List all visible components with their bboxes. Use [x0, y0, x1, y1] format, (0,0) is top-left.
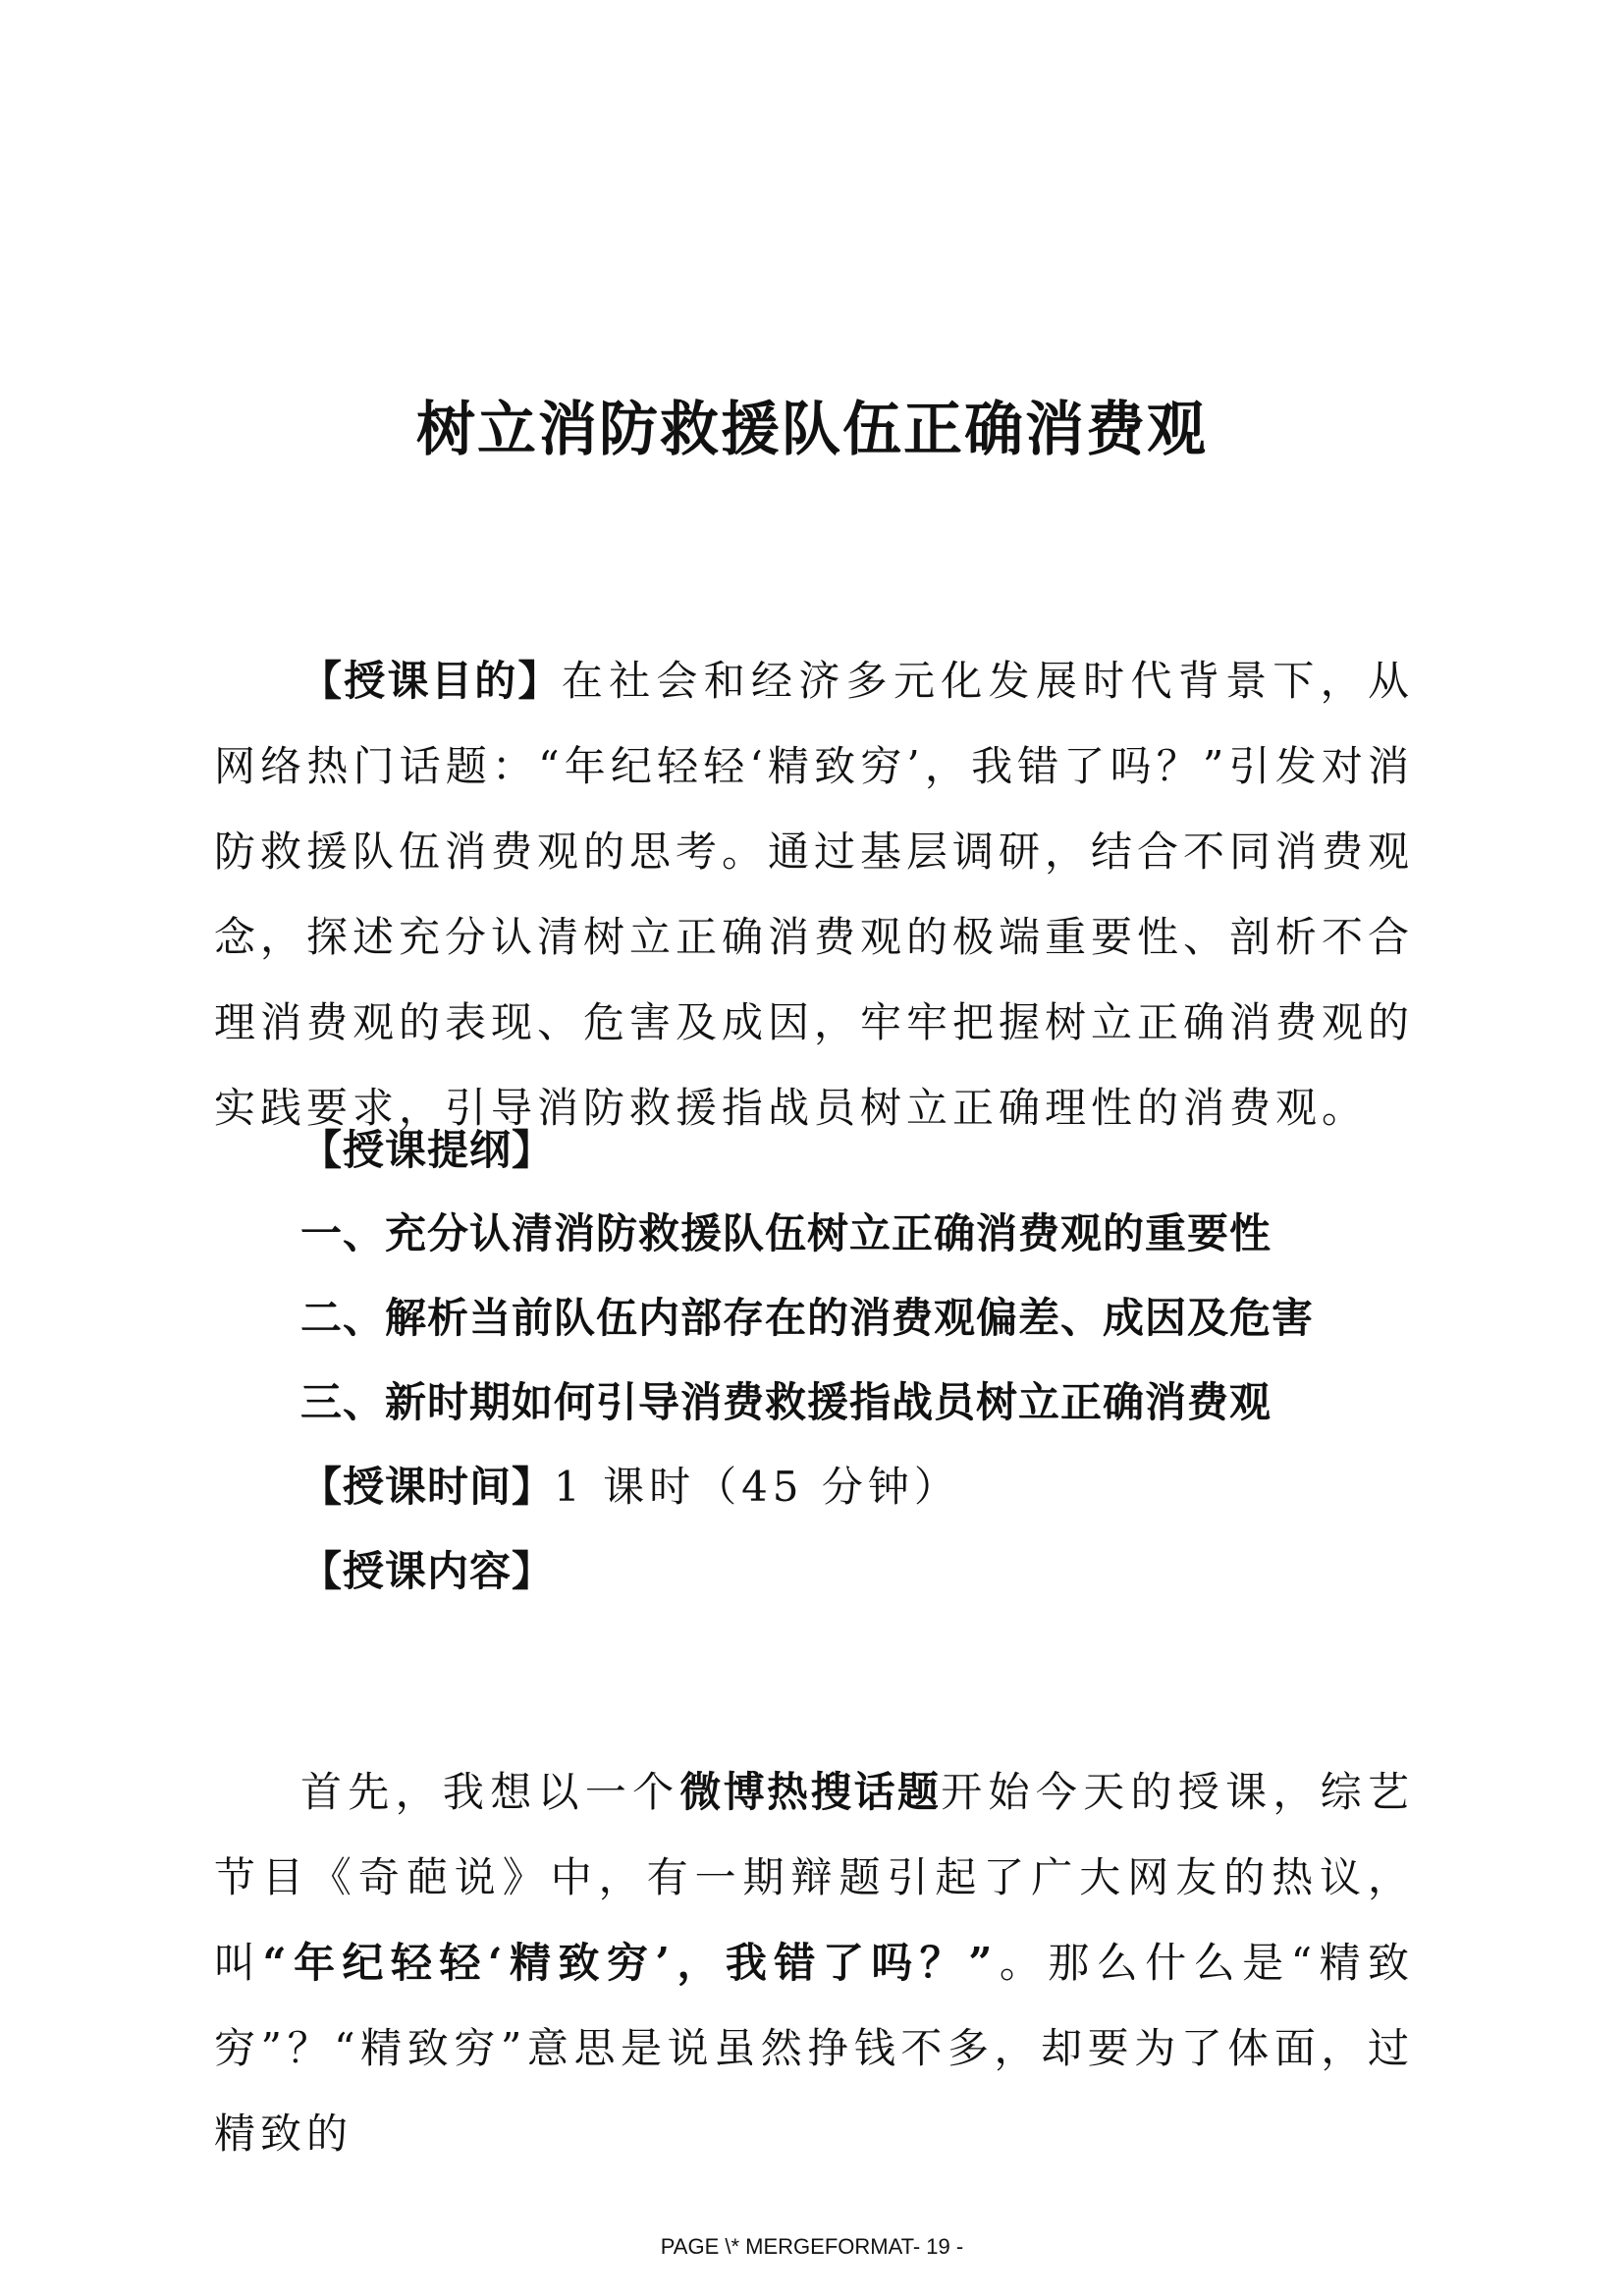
- page-title: 树立消防救援队伍正确消费观: [416, 396, 1208, 464]
- time-value: 1 课时（45 分钟）: [554, 1463, 960, 1511]
- outline-label: 【授课提纲】: [300, 1126, 555, 1174]
- purpose-paragraph: [214, 638, 1414, 1150]
- outline-item-1: 一、充分认清消防救援队伍树立正确消费观的重要性: [300, 1209, 1272, 1257]
- page-footer: PAGE \* MERGEFORMAT- 19 -: [660, 2234, 964, 2259]
- purpose-text: 在社会和经济多元化发展时代背景下，从网络热门话题：“年纪轻轻‘精致穷’，我错了吗？”引发对消防救援队伍消费观的思考。通过基层调研，结合不同消费观念，探述充分认清树立正确消费观的极端重要性、剖析不合理消费观的表现、危害及成因，牢牢把握树立正确消费观的实践要求，引导消防救援指战员树立正确理性的消费观。: [214, 657, 1415, 1132]
- outline-item-3: 三、新时期如何引导消费救援指战员树立正确消费观: [300, 1378, 1272, 1426]
- outline-item-2: 二、解析当前队伍内部存在的消费观偏差、成因及危害: [300, 1294, 1315, 1342]
- intro-text-1: 首先，我想以一个: [300, 1768, 680, 1816]
- time-label: 【授课时间】: [300, 1463, 555, 1511]
- intro-paragraph: [214, 1749, 1414, 2176]
- intro-text-3: 。那么什么是“精致穷”？“精致穷”意思是说虽然挣钱不多，却要为了体面，过精致的: [214, 1939, 1414, 2158]
- content-label: 【授课内容】: [300, 1547, 555, 1595]
- debate-topic-highlight: “年纪轻轻‘精致穷’，我错了吗？”: [262, 1939, 998, 1987]
- purpose-label: 【授课目的】: [300, 657, 562, 705]
- time-line: [300, 1444, 960, 1529]
- weibo-topic-highlight: 微博热搜话题: [679, 1768, 942, 1816]
- intro-text-2: 开始今天的授课，综艺节目《奇葩说》中，有一期辩题引起了广大网友的热议，叫: [214, 1768, 1414, 1987]
